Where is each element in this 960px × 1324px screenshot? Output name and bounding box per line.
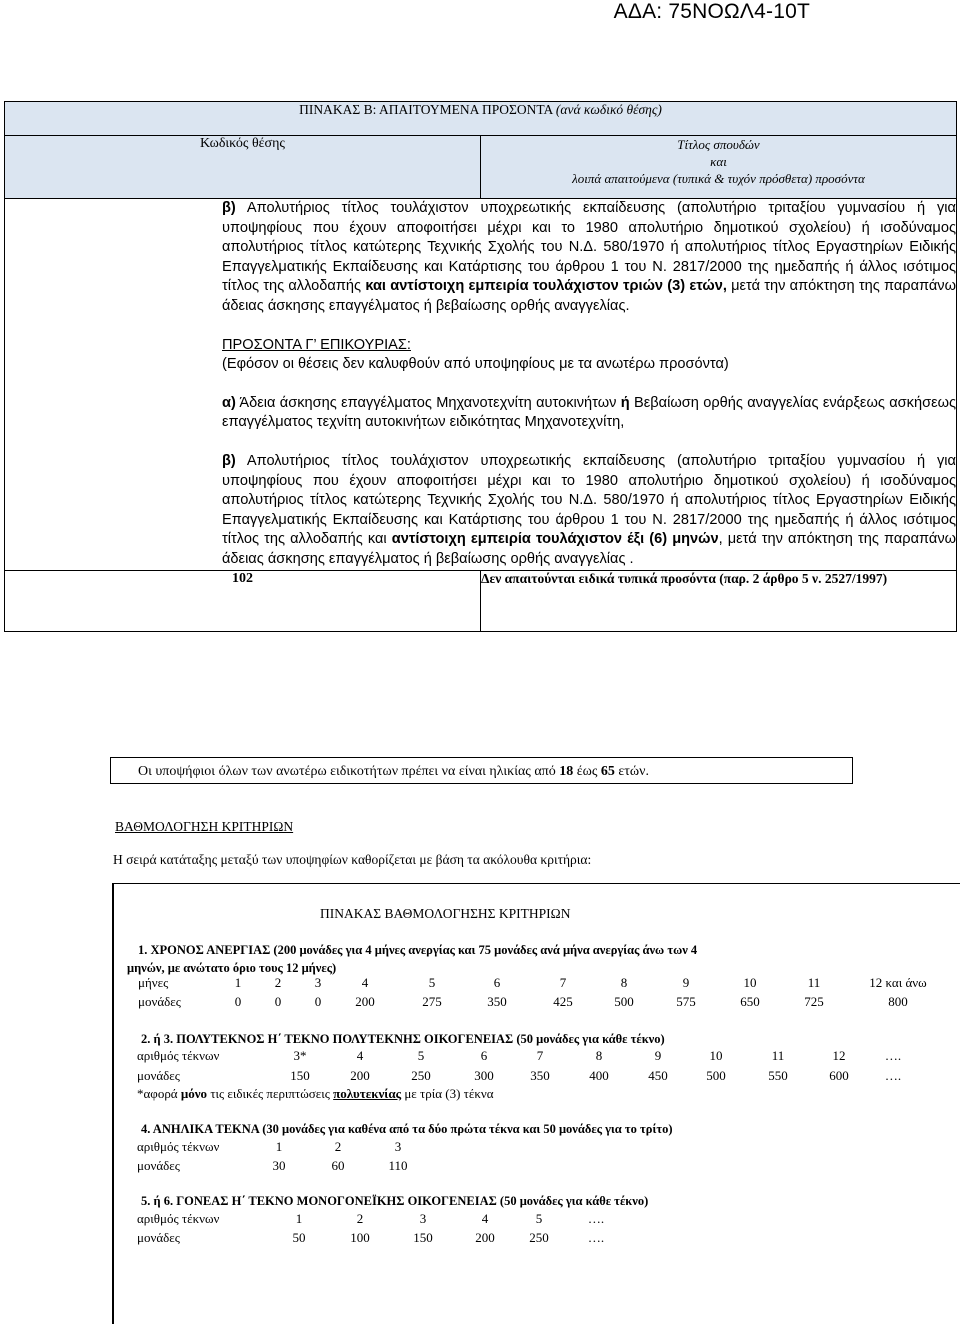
criterion-5-children-row xyxy=(0,1210,960,1228)
criterion-1-heading-cont: μηνών, με ανώτατο όριο τους 12 μήνες) xyxy=(127,961,337,975)
row-value: 9 xyxy=(654,1048,662,1063)
row-value: 5 xyxy=(417,1048,425,1063)
bold-run: μόνο xyxy=(180,1086,208,1101)
row-value: 2 xyxy=(274,975,282,990)
row-value: 450 xyxy=(648,1068,668,1083)
row-value: 500 xyxy=(706,1068,726,1083)
studies-header-line: Τίτλος σπουδών xyxy=(677,137,760,152)
heading-text: ΠΡΟΣΟΝΤΑ Γ’ ΕΠΙΚΟΥΡΙΑΣ: xyxy=(222,336,411,353)
row-value: 725 xyxy=(804,994,824,1009)
criteria-heading: ΒΑΘΜΟΛΟΓΗΣΗ ΚΡΙΤΗΡΙΩΝ xyxy=(115,819,294,834)
criterion-4-children-row xyxy=(0,1138,960,1156)
requirement-b-paragraph xyxy=(222,199,956,317)
row-value: 11 xyxy=(807,975,821,990)
row-value: 0 xyxy=(274,994,282,1009)
criterion-4-points-row xyxy=(0,1157,960,1175)
row-value: 10 xyxy=(709,1048,723,1063)
row-value: 6 xyxy=(493,975,501,990)
row-value: 2 xyxy=(356,1211,364,1226)
age-from: 18 xyxy=(559,764,574,779)
row-value: 60 xyxy=(331,1158,345,1173)
text-run: , μετά την απόκτηση της παραπάνω άδειας άσκησης επαγγέλματος ή βεβαίωσης ορθής αναγγελίας . xyxy=(222,531,957,567)
row-label: αριθμός τέκνων xyxy=(137,1048,220,1063)
text-run: *αφορά xyxy=(137,1086,181,1101)
column-code-header: Κωδικός θέσης xyxy=(5,136,481,199)
row-value: 350 xyxy=(487,994,507,1009)
row-value: …. xyxy=(587,1211,605,1226)
row-value: 100 xyxy=(350,1230,370,1245)
row-value: 30 xyxy=(272,1158,286,1173)
text-run: Οι υποψήφιοι όλων των ανωτέρω ειδικοτήτων πρέπει να είναι ηλικίας από xyxy=(138,764,560,779)
row-value: 575 xyxy=(676,994,696,1009)
gamma-heading xyxy=(222,336,956,356)
text-run: έως xyxy=(573,764,601,779)
row-value: 4 xyxy=(361,975,369,990)
row-value: 250 xyxy=(411,1068,431,1083)
text-run: ετών. xyxy=(614,764,649,779)
ada-code: ΑΔΑ: 75ΝΟΩΛ4-10Τ xyxy=(613,0,810,23)
criterion-1-months-row xyxy=(0,974,960,992)
studies-header-line: λοιπά απαιτούμενα (τυπικά & τυχόν πρόσθετα) προσόντα xyxy=(572,171,865,186)
criterion-5-heading: 5. ή 6. ΓΟΝΕΑΣ Η΄ ΤΕΚΝΟ ΜΟΝΟΓΟΝΕΪΚΗΣ ΟΙΚΟΓΕΝΕΙΑΣ (50 μονάδες για κάθε τέκνο) xyxy=(141,1194,649,1208)
row-value: 650 xyxy=(740,994,760,1009)
requirement-b2-paragraph xyxy=(222,452,956,570)
row-value: …. xyxy=(884,1068,902,1083)
bold-run: και αντίστοιχη εμπειρία τουλάχιστον τριών (3) ετών, xyxy=(365,278,727,295)
text-run: με τρία (3) τέκνα xyxy=(401,1086,494,1101)
row-value: 500 xyxy=(614,994,634,1009)
row-value: 0 xyxy=(234,994,242,1009)
row-value: 800 xyxy=(888,994,908,1009)
row-value: 5 xyxy=(535,1211,543,1226)
row-label: αριθμός τέκνων xyxy=(137,1211,220,1226)
row-value: 3 xyxy=(394,1139,402,1154)
criterion-2-footnote xyxy=(137,1086,494,1102)
row-value: 11 xyxy=(771,1048,785,1063)
row-value: 10 xyxy=(743,975,757,990)
criterion-4-heading: 4. ΑΝΗΛΙΚΑ ΤΕΚΝΑ (30 μονάδες για καθένα από τα δύο πρώτα τέκνα και 50 μονάδες για το τρίτο) xyxy=(141,1122,673,1136)
age-to: 65 xyxy=(600,764,615,779)
bold-run: αντίστοιχη εμπειρία τουλάχιστον έξι (6) μηνών xyxy=(391,531,719,548)
row-value: 400 xyxy=(589,1068,609,1083)
criterion-2-heading: 2. ή 3. ΠΟΛΥΤΕΚΝΟΣ Η΄ ΤΕΚΝΟ ΠΟΛΥΤΕΚΝΗΣ ΟΙΚΟΓΕΝΕΙΑΣ (50 μονάδες για κάθε τέκνο) xyxy=(141,1032,665,1046)
row-value: 5 xyxy=(428,975,436,990)
criterion-2-children-row xyxy=(0,1047,960,1065)
row-label: μήνες xyxy=(138,975,169,990)
requirement-a-paragraph xyxy=(222,394,956,433)
position-code-102: 102 xyxy=(5,570,481,631)
table-title-main: ΠΙΝΑΚΑΣ Β: ΑΠΑΙΤΟΥΜΕΝΑ ΠΡΟΣΟΝΤΑ xyxy=(299,102,553,117)
item-lead: α) xyxy=(222,394,236,411)
row-label: μονάδες xyxy=(137,1230,180,1245)
row-value: 3 xyxy=(419,1211,427,1226)
row-value: 50 xyxy=(292,1230,306,1245)
criterion-2-points-row xyxy=(0,1067,960,1085)
text-run: μετά την απόκτηση της παραπάνω άδειας άσκησης επαγγέλματος ή βεβαίωσης ορθής αναγγελίας. xyxy=(222,278,956,314)
row-value: 550 xyxy=(768,1068,788,1083)
table-title xyxy=(5,102,957,136)
row-value: 250 xyxy=(529,1230,549,1245)
age-requirement-note xyxy=(110,757,853,784)
table-title-suffix: (ανά κωδικό θέσης) xyxy=(555,102,662,117)
row-value: 1 xyxy=(234,975,242,990)
row-value: 2 xyxy=(334,1139,342,1154)
bold-run: ή xyxy=(620,394,630,411)
row-value: 3* xyxy=(293,1048,307,1063)
row-value: 8 xyxy=(620,975,628,990)
position-102-requirements: Δεν απαιτούνται ειδικά τυπικά προσόντα (παρ. 2 άρθρο 5 ν. 2527/1997) xyxy=(481,570,957,631)
column-studies-header xyxy=(481,136,957,199)
row-value: 200 xyxy=(350,1068,370,1083)
text-run: τις ειδικές περιπτώσεις xyxy=(207,1086,334,1101)
row-value: 0 xyxy=(314,994,322,1009)
row-value: …. xyxy=(884,1048,902,1063)
requirements-table xyxy=(4,101,957,632)
text-run: Άδεια άσκησης επαγγέλματος Μηχανοτεχνίτη αυτοκινήτων xyxy=(235,394,621,411)
row-value: 4 xyxy=(356,1048,364,1063)
row-value: 200 xyxy=(475,1230,495,1245)
text-run: Απολυτήριος τίτλος τουλάχιστον υποχρεωτικής εκπαίδευσης (απολυτήριο τριταξίου γυμνασίου ή για υποψηφίους που έχουν αποφοιτήσει μέχρι και το 1980 απολυτήριο δημοτικού σχολείου) ή ισοδύναμος απολυτήριος τίτλος κατώτερης Τεχνικής Σχολής του Ν.Δ. 580/1970 ή απολυτήριος τίτλος Εργαστηρίων Ειδικής Επαγγελματικής Εκπαίδευσης και Κατάρτισης του άρθρου 1 του Ν. 2817/2000 της ημεδαπής ή άλλος ισότιμος τίτλος της αλλοδαπής xyxy=(222,200,956,295)
row-value: 600 xyxy=(829,1068,849,1083)
row-label: μονάδες xyxy=(137,1158,180,1173)
row-value: 110 xyxy=(388,1158,408,1173)
row-value: 1 xyxy=(295,1211,303,1226)
row-value: 8 xyxy=(595,1048,603,1063)
row-value: 7 xyxy=(536,1048,544,1063)
item-lead: β) xyxy=(222,452,236,469)
row-value: 200 xyxy=(355,994,375,1009)
gamma-note: (Εφόσον οι θέσεις δεν καλυφθούν από υποψηφίους με τα ανωτέρω προσόντα) xyxy=(222,356,729,373)
row-value: 7 xyxy=(559,975,567,990)
row-value: 150 xyxy=(290,1068,310,1083)
row-label: μονάδες xyxy=(138,994,181,1009)
criterion-5-points-row xyxy=(0,1229,960,1247)
row-value: 425 xyxy=(553,994,573,1009)
studies-header-line: και xyxy=(710,154,727,169)
row-value: …. xyxy=(587,1230,605,1245)
row-value: 4 xyxy=(481,1211,489,1226)
criterion-1-heading: 1. ΧΡΟΝΟΣ ΑΝΕΡΓΙΑΣ (200 μονάδες για 4 μήνες ανεργίας και 75 μονάδες ανά μήνα ανεργίας άνω των 4 xyxy=(138,943,698,957)
criteria-intro: Η σειρά κατάταξης μεταξύ των υποψηφίων καθορίζεται με βάση τα ακόλουθα κριτήρια: xyxy=(113,852,592,867)
row-value: 350 xyxy=(530,1068,550,1083)
row-value: 6 xyxy=(480,1048,488,1063)
text-run: Βεβαίωση ορθής αναγγελίας ενάρξεως ασκήσεως επαγγέλματος τεχνίτη αυτοκινήτων ειδικότητας Μηχανοτεχνίτη, xyxy=(222,394,957,431)
item-lead: β) xyxy=(222,200,236,216)
row-value: 9 xyxy=(682,975,690,990)
row-label: αριθμός τέκνων xyxy=(137,1139,220,1154)
row-value: 275 xyxy=(422,994,442,1009)
row-value: 3 xyxy=(314,975,322,990)
underlined-run: πολυτεκνίας xyxy=(333,1086,402,1101)
requirements-text-cell xyxy=(5,199,957,571)
row-value: 12 xyxy=(832,1048,846,1063)
row-value: 150 xyxy=(413,1230,433,1245)
row-value: 300 xyxy=(474,1068,494,1083)
criteria-table-title: ΠΙΝΑΚΑΣ ΒΑΘΜΟΛΟΓΗΣΗΣ ΚΡΙΤΗΡΙΩΝ xyxy=(320,906,571,921)
criterion-1-points-row xyxy=(0,993,960,1011)
row-label: μονάδες xyxy=(137,1068,180,1083)
text-run: Απολυτήριος τίτλος τουλάχιστον υποχρεωτικής εκπαίδευσης (απολυτήριο τριταξίου γυμνασίου ή για υποψηφίους που έχουν αποφοιτήσει μέχρι και το 1980 απολυτήριο δημοτικού σχολείου) ή ισοδύναμος απολυτήριος τίτλος κατώτερης Τεχνικής Σχολής του Ν.Δ. 580/1970 ή απολυτήριος τίτλος Εργαστηρίων Ειδικής Επαγγελματικής Εκπαίδευσης και Κατάρτισης του άρθρου 1 του Ν. 2817/2000 της ημεδαπής ή άλλος ισότιμος τίτλος της αλλοδαπής και xyxy=(222,452,956,548)
row-value: 12 και άνω xyxy=(869,975,927,990)
row-value: 1 xyxy=(275,1139,283,1154)
